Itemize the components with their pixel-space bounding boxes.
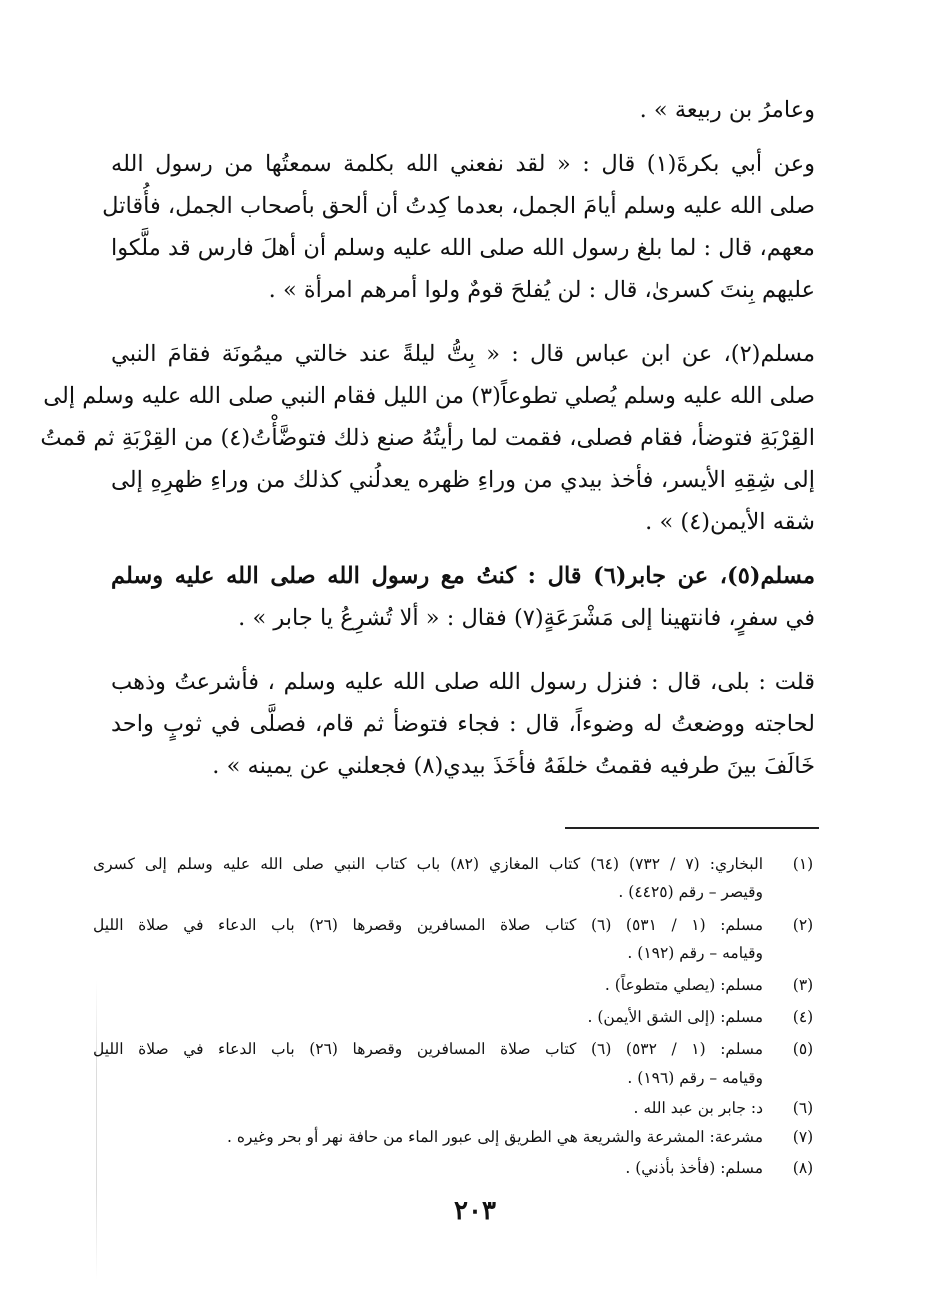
body-line: شقه الأيمن(٤) » .	[645, 509, 815, 535]
page-number: ٢٠٣	[454, 1196, 496, 1226]
footnote-text: مسلم: (١ / ٥٣٢) (٦) كتاب صلاة المسافرين وقصرها (٢٦) باب الدعاء في صلاة الليل	[93, 1040, 763, 1058]
body-line: وعن أبي بكرةَ(١) قال : « لقد نفعني الله بكلمة سمعتُها من رسول الله	[111, 151, 815, 177]
body-line: مسلم(٥)، عن جابر(٦) قال : كنتُ مع رسول الله صلى الله عليه وسلم	[111, 563, 816, 589]
footnote-number: (١)	[792, 855, 814, 873]
footnote	[93, 1003, 823, 1033]
body-line: عليهم بِنتَ كسرىٰ، قال : لن يُفلحَ قومٌ ولوا أمرهم امرأة » .	[268, 277, 815, 303]
footnote	[93, 911, 823, 941]
footnote-continuation	[93, 939, 823, 969]
footnote-text: وقيامه – رقم (١٩٢) .	[627, 944, 763, 962]
footnote-number: (٧)	[792, 1128, 814, 1146]
footnote	[93, 1123, 823, 1153]
footnote	[93, 850, 823, 880]
body-line: لحاجته ووضعتُ له وضوءاً، قال : فجاء فتوضأ ثم قام، فصلَّى في ثوبٍ واحد	[111, 711, 815, 737]
footnote-number: (٥)	[792, 1040, 814, 1058]
body-line: خَالَفَ بينَ طرفيه فقمتُ خلفَهُ فأخَذَ بيدي(٨) فجعلني عن يمينه » .	[212, 753, 815, 779]
footnote	[93, 971, 823, 1001]
body-line: في سفرٍ، فانتهينا إلى مَشْرَعَةٍ(٧) فقال : « ألا تُشرِعُ يا جابر » .	[238, 605, 815, 631]
footnote-continuation	[93, 878, 823, 908]
footnote-number: (٦)	[792, 1099, 814, 1117]
body-line: صلى الله عليه وسلم يُصلي تطوعاً(٣) من الليل فقام النبي صلى الله عليه وسلم إلى	[43, 383, 815, 409]
footnote	[93, 1154, 823, 1184]
footnote-number: (٤)	[792, 1008, 814, 1026]
footnote-text: وقيصر – رقم (٤٤٢٥) .	[618, 883, 763, 901]
footnote-text: مشرعة: المشرعة والشريعة هي الطريق إلى عبور الماء من حافة نهر أو بحر وغيره .	[226, 1128, 763, 1146]
footnote-text: مسلم: (يصلي متطوعاً) .	[604, 976, 763, 994]
footnote-number: (٢)	[792, 916, 814, 934]
footnote-text: مسلم: (إلى الشق الأيمن) .	[587, 1008, 763, 1026]
footnote-continuation	[93, 1064, 823, 1094]
body-line: وعامرُ بن ربيعة » .	[639, 97, 815, 123]
footnote-number: (٨)	[792, 1159, 814, 1177]
body-line: صلى الله عليه وسلم أيامَ الجمل، بعدما كِدتُ أن ألحق بأصحاب الجمل، فأُقاتل	[102, 193, 815, 219]
footnote-number: (٣)	[792, 976, 814, 994]
body-line: معهم، قال : لما بلغ رسول الله صلى الله عليه وسلم أن أهلَ فارس قد ملَّكوا	[111, 235, 815, 261]
footnote-text: مسلم: (١ / ٥٣١) (٦) كتاب صلاة المسافرين وقصرها (٢٦) باب الدعاء في صلاة الليل	[93, 916, 763, 934]
footnote	[93, 1094, 823, 1124]
footnote-separator	[565, 827, 819, 829]
body-line: القِرْبَةِ فتوضأ، فقام فصلى، فقمت لما رأيتُهُ صنع ذلك فتوضَّأْتُ(٤) من القِرْبَةِ ثم قمتُ	[40, 425, 815, 451]
footnote-text: مسلم: (فأخذ بأذني) .	[625, 1159, 763, 1177]
body-line: قلت : بلى، قال : فنزل رسول الله صلى الله عليه وسلم ، فأشرعتُ وذهب	[111, 669, 815, 695]
footnote-text: وقيامه – رقم (١٩٦) .	[627, 1069, 763, 1087]
body-line: مسلم(٢)، عن ابن عباس قال : « بِتُّ ليلةً عند خالتي ميمُونَة فقامَ النبي	[111, 341, 815, 367]
footnote	[93, 1035, 823, 1065]
footnote-text: البخاري: (٧ / ٧٣٢) (٦٤) كتاب المغازي (٨٢) باب كتاب النبي صلى الله عليه وسلم إلى كسرى	[93, 855, 763, 873]
body-line: إلى شِقِهِ الأيسر، فأخذ بيدي من وراءِ ظهره يعدلُني كذلك من وراءِ ظهرِهِ إلى	[111, 467, 815, 493]
footnote-text: د: جابر بن عبد الله .	[633, 1099, 763, 1117]
